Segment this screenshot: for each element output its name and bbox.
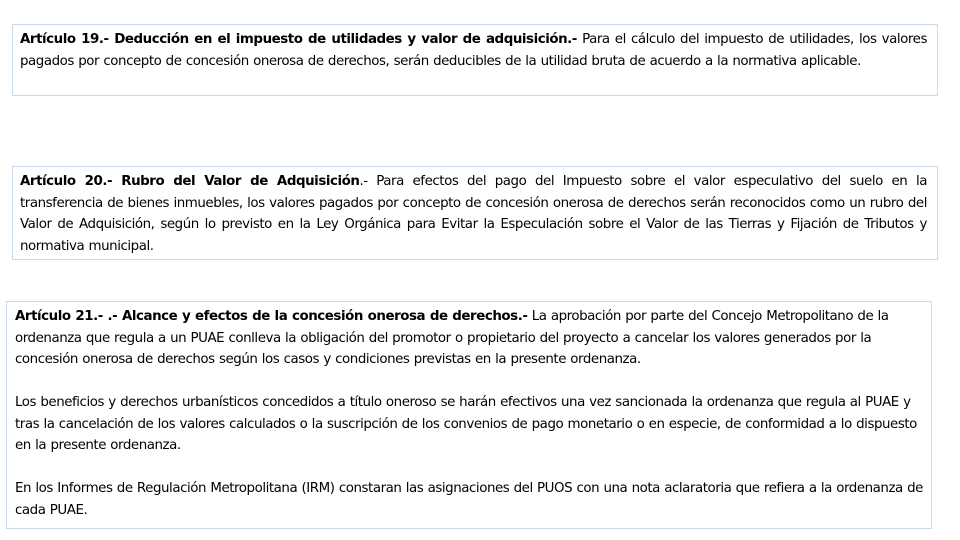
article-21-box bbox=[6, 301, 932, 529]
article-21-body-1: La aprobación por parte del Concejo Metropolitano de la ordenanza que regula a un PUAE conlleva la obligación del promotor o propietario del proyecto a cancelar los valores generados por la concesión onerosa de derechos según los casos y condiciones previstas en la presente ordenanza. bbox=[15, 309, 889, 367]
article-20-heading: Artículo 20.- Rubro del Valor de Adquisición bbox=[20, 174, 360, 189]
article-21-paragraph-1 bbox=[15, 306, 923, 371]
article-20-box bbox=[12, 166, 938, 260]
article-21-heading: Artículo 21.- .- Alcance y efectos de la concesión onerosa de derechos.- bbox=[15, 309, 528, 324]
article-19-box bbox=[12, 24, 938, 96]
article-21-paragraph-3: En los Informes de Regulación Metropolitana (IRM) constaran las asignaciones del PUOS con una nota aclaratoria que refiera a la ordenanza de cada PUAE. bbox=[15, 481, 923, 518]
article-20-paragraph bbox=[20, 171, 927, 257]
article-19-heading: Artículo 19.- Deducción en el impuesto de utilidades y valor de adquisición.- bbox=[20, 32, 577, 47]
article-21-paragraph-2: Los beneficios y derechos urbanísticos concedidos a título oneroso se harán efectivos una vez sancionada la ordenanza que regula al PUAE y tras la cancelación de los valores calculados o la suscripción de los convenios de pago monetario o en especie, de conformidad a lo dispuesto en la presente ordenanza. bbox=[15, 395, 917, 453]
article-20-body: .- Para efectos del pago del Impuesto sobre el valor especulativo del suelo en la transferencia de bienes inmuebles, los valores pagados por concepto de concesión onerosa de derechos serán reconocidos como un rubro del Valor de Adquisición, según lo previsto en la Ley Orgánica para Evitar la Especulación sobre el Valor de las Tierras y Fijación de Tributos y normativa municipal. bbox=[20, 174, 927, 254]
article-19-paragraph bbox=[20, 29, 927, 72]
article-19-body: Para el cálculo del impuesto de utilidades, los valores pagados por concepto de concesión onerosa de derechos, serán deducibles de la utilidad bruta de acuerdo a la normativa aplicable. bbox=[20, 32, 927, 69]
